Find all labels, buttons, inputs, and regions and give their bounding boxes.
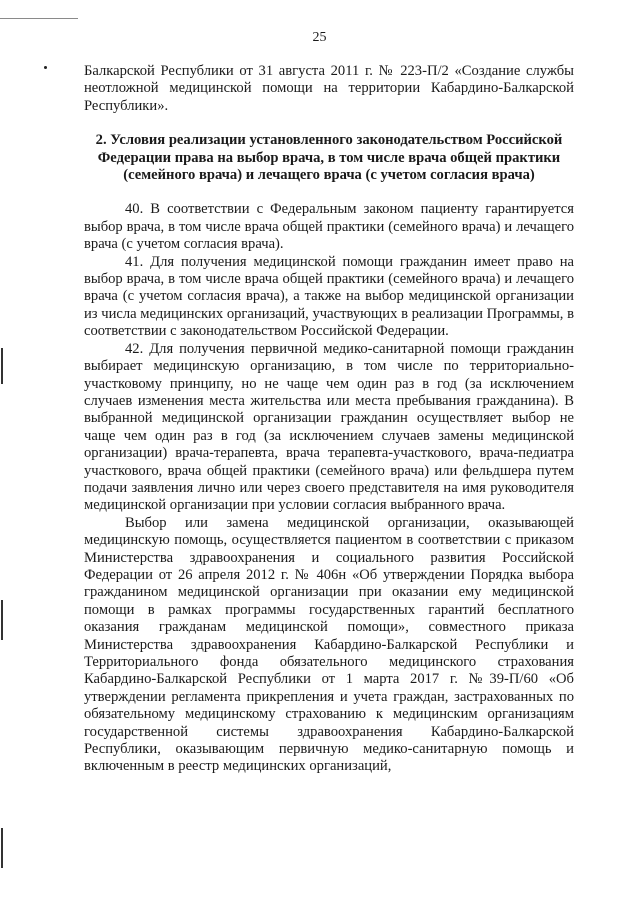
continuation-paragraph: Балкарской Республики от 31 августа 2011 г. № 223-П/2 «Создание службы неотложной медицинской помощи на территории Кабардино-Балкарской Республики». <box>84 63 574 114</box>
page-number: 25 <box>312 30 327 45</box>
scan-edge-line <box>0 18 78 19</box>
scan-edge-mark <box>1 828 3 868</box>
scan-edge-mark <box>1 348 3 384</box>
paragraph-42: 42. Для получения первичной медико-санитарной помощи гражданин выбирает медицинскую организацию, в том числе по территориально-участковому принципу, но не чаще чем один раз в год (за исключением случаев изменения места жительства или места пребывания гражданина). В выбранной медицинской организации гражданин осуществляет выбор не чаще чем один раз в год (за исключением случаев замены медицинской организации) врача-терапевта, врача терапевта-участкового, врача-педиатра участкового, врача общей практики (семейного врача) или фельдшера путем подачи заявления лично или через своего представителя на имя руководителя медицинской организации при условии согласия выбранного врача. <box>84 340 574 514</box>
section-heading: 2. Условия реализации установленного законодательством Российской Федерации права на выбор врача, в том числе врача общей практики (семейного врача) и лечащего врача (с учетом согласия врача) <box>95 132 563 184</box>
scan-speck <box>44 66 47 69</box>
paragraph-41: 41. Для получения медицинской помощи гражданин имеет право на выбор врача, в том числе врача общей практики (семейного врача) и лечащего врача (с учетом согласия врача), а также на выбор медицинской организации из числа медицинских организаций, участвующих в реализации Программы, в соответствии с законодательством Российской Федерации. <box>84 253 574 340</box>
paragraph-choice: Выбор или замена медицинской организации, оказывающей медицинскую помощь, осуществляется пациентом в соответствии с приказом Министерства здравоохранения и социального развития Российской Федерации от 26 апреля 2012 г. № 406н «Об утверждении Порядка выбора гражданином медицинской организации при оказании ему медицинской помощи в рамках программы государственных гарантий бесплатного оказания гражданам медицинской помощи», совместного приказа Министерства здравоохранения Кабардино-Балкарской Республики и Территориального фонда обязательного медицинского страхования Кабардино-Балкарской Республики от 1 марта 2017 г. №39-П/60 «Об утверждении регламента прикрепления и учета граждан, застрахованных по обязательному медицинскому страхованию к медицинским организациям государственной системы здравоохранения Кабардино-Балкарской Республики, оказывающим первичную медико-санитарную помощь и включенным в реестр медицинских организаций, <box>84 514 574 775</box>
scan-edge-mark <box>1 600 3 640</box>
document-body <box>84 63 574 776</box>
paragraph-40: 40. В соответствии с Федеральным законом пациенту гарантируется выбор врача, в том числе врача общей практики (семейного врача) и лечащего врача (с учетом согласия врача). <box>84 201 574 253</box>
